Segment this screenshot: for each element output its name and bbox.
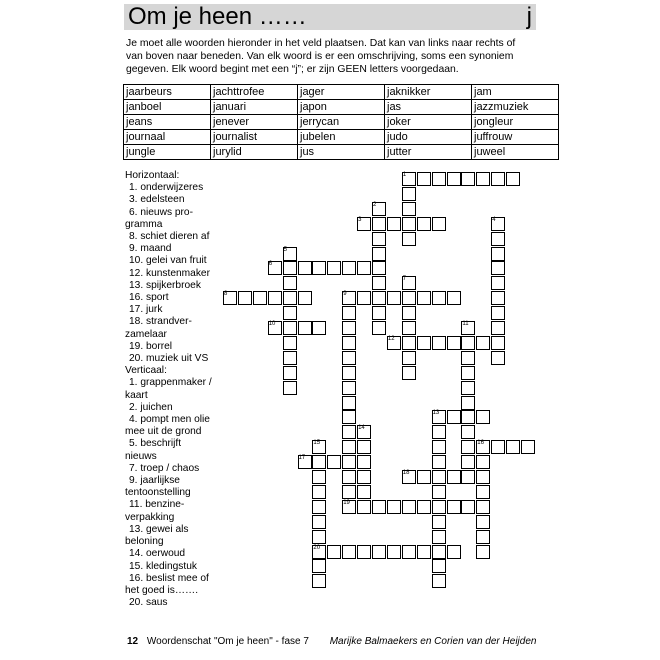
grid-cell[interactable] [357,455,371,469]
clue-text: 16. beslist mee of [129,572,209,584]
clue-text: 8. schiet dieren af [129,231,210,243]
grid-cell[interactable] [461,470,475,484]
grid-cell[interactable] [312,261,326,275]
grid-cell[interactable] [283,276,297,290]
grid-cell[interactable] [342,485,356,499]
grid-cell[interactable] [461,440,475,454]
clue-list [125,170,235,609]
word-cell: jubelen [298,130,385,145]
clue-text: 20. muziek uit VS [129,353,209,365]
grid-number: 3 [358,216,362,223]
grid-cell[interactable] [461,321,475,335]
grid-cell[interactable] [476,500,490,514]
word-cell: jus [298,145,385,160]
clue-text: 10. gelei van fruit [129,255,207,267]
grid-cell[interactable] [432,291,446,305]
grid-cell[interactable] [432,545,446,559]
grid-cell[interactable] [432,574,446,588]
word-cell: jazzmuziek [472,100,559,115]
grid-cell[interactable] [447,336,461,350]
grid-cell[interactable] [491,291,505,305]
grid-number: 15 [313,440,321,447]
grid-cell[interactable] [298,291,312,305]
grid-cell[interactable] [327,261,341,275]
grid-cell[interactable] [312,321,326,335]
grid-cell[interactable] [357,500,371,514]
footer-text: Woordenschat "Om je heen" - fase 7 [146,636,309,647]
grid-cell[interactable] [372,306,386,320]
grid-cell[interactable] [402,366,416,380]
grid-cell[interactable] [283,261,297,275]
grid-cell[interactable] [372,247,386,261]
grid-cell[interactable] [342,440,356,454]
grid-cell[interactable] [372,217,386,231]
grid-cell[interactable] [312,485,326,499]
grid-cell[interactable] [283,381,297,395]
grid-cell[interactable] [298,455,312,469]
grid-cell[interactable] [312,574,326,588]
grid-cell[interactable] [387,500,401,514]
word-cell: jachttrofee [211,85,298,100]
grid-number: 10 [268,321,276,327]
word-cell: journalist [211,130,298,145]
clue-text: beloning [125,536,164,548]
grid-number: 17 [298,455,306,462]
grid-cell[interactable] [476,515,490,529]
grid-cell[interactable] [432,455,446,469]
clue-text: 19. borrel [129,340,173,352]
clue-text: 11. benzine- [129,499,185,511]
grid-cell[interactable] [432,425,446,439]
word-cell: jerrycan [298,115,385,130]
grid-cell[interactable] [342,366,356,380]
clue-text: 1. grappenmaker / [129,377,212,389]
grid-number: 14 [358,425,365,432]
grid-number: 19 [343,499,350,506]
grid-cell[interactable] [432,410,446,424]
clue-text: 18. strandver- [129,316,192,328]
grid-cell[interactable] [491,172,505,186]
clue-text: 16. sport [129,292,169,304]
grid-cell[interactable] [372,321,386,335]
footer [127,636,536,648]
word-table-row [124,85,559,100]
clue-text: 17. jurk [129,304,163,316]
grid-cell[interactable] [312,545,326,559]
grid-cell[interactable] [491,351,505,365]
grid-cell[interactable] [283,336,297,350]
grid-cell[interactable] [357,485,371,499]
word-cell: jutter [385,145,472,160]
grid-cell[interactable] [298,261,312,275]
grid-cell[interactable] [417,336,431,350]
grid-cell[interactable] [402,217,416,231]
clue-text: 9. maand [129,243,172,255]
grid-cell[interactable] [432,217,446,231]
clue-text: 3. edelsteen [129,194,185,206]
grid-cell[interactable] [387,545,401,559]
clue-text: 6. nieuws pro- [129,206,193,218]
instructions [126,38,538,76]
word-cell: japon [298,100,385,115]
clue-text: gramma [125,218,163,230]
clue-text: nieuws [125,450,157,462]
grid-cell[interactable] [312,440,326,454]
grid-cell[interactable] [327,455,341,469]
grid-cell[interactable] [491,321,505,335]
grid-cell[interactable] [357,261,371,275]
grid-cell[interactable] [283,306,297,320]
grid-cell[interactable] [402,276,416,290]
grid-cell[interactable] [476,530,490,544]
grid-cell[interactable] [342,410,356,424]
grid-cell[interactable] [402,187,416,201]
grid-cell[interactable] [447,545,461,559]
word-cell: jenever [211,115,298,130]
grid-number: 9 [343,291,347,298]
instruction-line: Je moet alle woorden hieronder in het veld plaatsen. Dat kan van links naar rechts of [126,38,516,49]
grid-cell[interactable] [432,530,446,544]
word-table-row [124,130,559,145]
word-cell: jas [385,100,472,115]
grid-cell[interactable] [432,559,446,573]
footer-authors: Marijke Balmaekers en Corien van der Heijden [329,636,537,647]
grid-cell[interactable] [342,545,356,559]
grid-cell[interactable] [476,410,490,424]
grid-cell[interactable] [461,500,475,514]
grid-cell[interactable] [491,306,505,320]
grid-cell[interactable] [357,545,371,559]
word-cell: jaknikker [385,85,472,100]
grid-number: 20 [313,544,321,551]
grid-cell[interactable] [491,276,505,290]
word-cell: jager [298,85,385,100]
grid-cell[interactable] [491,440,505,454]
grid-cell[interactable] [357,217,371,231]
grid-cell[interactable] [342,500,356,514]
title-bar [124,4,536,30]
page-number: 12 [127,636,139,647]
word-cell: jaarbeurs [124,85,211,100]
clue-text: 20. saus [129,597,168,609]
grid-cell[interactable] [342,336,356,350]
grid-number: 7 [402,276,407,283]
grid-number: 11 [462,321,469,327]
title-letter: j [526,3,532,30]
clue-text: 4. pompt men olie [129,414,210,426]
grid-cell[interactable] [461,410,475,424]
grid-number: 2 [373,201,377,208]
word-cell: juweel [472,145,559,160]
grid-cell[interactable] [268,321,282,335]
clue-text: 13. spijkerbroek [129,279,201,291]
clue-text: tentoonstelling [125,487,191,499]
grid-cell[interactable] [402,336,416,350]
grid-cell[interactable] [447,172,461,186]
grid-number: 5 [283,246,287,253]
grid-cell[interactable] [238,291,252,305]
clue-text: mee uit de grond [125,426,202,438]
grid-cell[interactable] [372,202,386,216]
grid-cell[interactable] [387,336,401,350]
grid-cell[interactable] [402,172,416,186]
word-cell: januari [211,100,298,115]
grid-cell[interactable] [402,291,416,305]
grid-number: 13 [432,410,440,417]
clue-text: verpakking [125,511,175,523]
grid-cell[interactable] [417,291,431,305]
grid-cell[interactable] [268,291,282,305]
grid-cell[interactable] [461,455,475,469]
grid-cell[interactable] [402,202,416,216]
grid-number: 16 [477,440,484,447]
grid-cell[interactable] [476,485,490,499]
grid-cell[interactable] [387,291,401,305]
word-table-row [124,115,559,130]
grid-cell[interactable] [342,261,356,275]
grid-cell[interactable] [417,500,431,514]
grid-cell[interactable] [432,172,446,186]
instruction-line: gegeven. Elk woord begint met een “j”; er zijn GEEN letters voorgedaan. [126,63,459,75]
grid-cell[interactable] [312,500,326,514]
grid-cell[interactable] [268,261,282,275]
grid-cell[interactable] [372,261,386,275]
grid-cell[interactable] [327,545,341,559]
grid-number: 18 [402,470,410,476]
clue-text: het goed is……. [125,584,199,596]
word-cell: jongleur [472,115,559,130]
grid-cell[interactable] [298,321,312,335]
grid-cell[interactable] [447,470,461,484]
grid-cell[interactable] [491,336,505,350]
grid-cell[interactable] [342,455,356,469]
grid-cell[interactable] [342,321,356,335]
clue-heading: Horizontaal: [125,170,180,181]
clue-text: 5. beschrijft [129,438,182,450]
grid-cell[interactable] [283,366,297,380]
grid-cell[interactable] [476,336,490,350]
word-cell: jam [472,85,559,100]
grid-cell[interactable] [372,291,386,305]
grid-cell[interactable] [476,470,490,484]
grid-number: 1 [402,172,407,178]
instruction-line: van boven naar beneden. Van elk woord is er een omschrijving, soms een synoniem [126,50,514,62]
grid-number: 4 [492,216,496,223]
grid-cell[interactable] [491,247,505,261]
grid-cell[interactable] [283,321,297,335]
grid-cell[interactable] [402,545,416,559]
grid-cell[interactable] [506,440,520,454]
grid-cell[interactable] [372,232,386,246]
word-cell: jungle [124,145,211,160]
grid-cell[interactable] [372,500,386,514]
grid-cell[interactable] [417,545,431,559]
word-cell: journaal [124,130,211,145]
clue-text: 7. troep / chaos [129,462,200,474]
grid-cell[interactable] [461,336,475,350]
grid-cell[interactable] [461,396,475,410]
clue-text: 14. oerwoud [129,548,186,560]
grid-number: 6 [268,261,273,268]
grid-cell[interactable] [432,515,446,529]
grid-cell[interactable] [402,500,416,514]
grid-cell[interactable] [461,425,475,439]
word-table [123,84,559,160]
clue-text: 1. onderwijzeres [129,182,204,194]
grid-cell[interactable] [312,515,326,529]
grid-cell[interactable] [476,455,490,469]
grid-cell[interactable] [342,381,356,395]
grid-cell[interactable] [447,291,461,305]
word-cell: judo [385,130,472,145]
grid-cell[interactable] [461,351,475,365]
clue-heading: Verticaal: [125,365,167,377]
clue-text: 15. kledingstuk [129,560,197,572]
grid-cell[interactable] [253,291,267,305]
grid-cell[interactable] [283,247,297,261]
clue-text: kaart [125,389,148,401]
grid-cell[interactable] [312,559,326,573]
grid-cell[interactable] [372,545,386,559]
grid-cell[interactable] [476,440,490,454]
clue-text: 13. gewei als [129,523,189,535]
grid-cell[interactable] [342,306,356,320]
page-title: Om je heen …… [128,3,307,30]
grid-cell[interactable] [461,366,475,380]
grid-cell[interactable] [283,351,297,365]
grid-cell[interactable] [461,172,475,186]
grid-cell[interactable] [357,470,371,484]
grid-cell[interactable] [342,425,356,439]
grid-cell[interactable] [491,217,505,231]
clue-text: 9. jaarlijkse [129,475,180,487]
grid-cell[interactable] [521,440,535,454]
grid-cell[interactable] [491,232,505,246]
word-cell: juffrouw [472,130,559,145]
word-cell: jeans [124,115,211,130]
clue-text: zamelaar [125,328,167,340]
grid-cell[interactable] [506,172,520,186]
grid-cell[interactable] [447,410,461,424]
clue-text: 12. kunstenmaker [129,267,210,279]
grid-cell[interactable] [461,381,475,395]
word-cell: janboel [124,100,211,115]
grid-cell[interactable] [312,530,326,544]
grid-cell[interactable] [402,306,416,320]
grid-cell[interactable] [387,217,401,231]
grid-cell[interactable] [432,336,446,350]
grid-cell[interactable] [402,470,416,484]
grid-cell[interactable] [402,321,416,335]
grid-cell[interactable] [357,425,371,439]
grid-cell[interactable] [312,455,326,469]
word-cell: jurylid [211,145,298,160]
grid-cell[interactable] [432,440,446,454]
grid-cell[interactable] [283,291,297,305]
grid-cell[interactable] [476,172,490,186]
grid-cell[interactable] [432,500,446,514]
grid-cell[interactable] [402,351,416,365]
clue-text: 2. juichen [129,401,173,413]
word-cell: joker [385,115,472,130]
grid-cell[interactable] [372,276,386,290]
grid-cell[interactable] [432,470,446,484]
grid-cell[interactable] [417,217,431,231]
grid-cell[interactable] [491,261,505,275]
grid-cell[interactable] [402,232,416,246]
grid-cell[interactable] [417,172,431,186]
grid-cell[interactable] [342,396,356,410]
grid-cell[interactable] [342,351,356,365]
grid-cell[interactable] [432,485,446,499]
grid-cell[interactable] [476,545,490,559]
grid-cell[interactable] [312,470,326,484]
grid-cell[interactable] [417,470,431,484]
grid-cell[interactable] [342,470,356,484]
grid-number: 12 [387,335,395,342]
grid-cell[interactable] [342,291,356,305]
grid-number: 8 [224,291,228,298]
word-table-row [124,145,559,160]
word-table-row [124,100,559,115]
grid-cell[interactable] [357,291,371,305]
grid-cell[interactable] [447,500,461,514]
grid-cell[interactable] [357,440,371,454]
